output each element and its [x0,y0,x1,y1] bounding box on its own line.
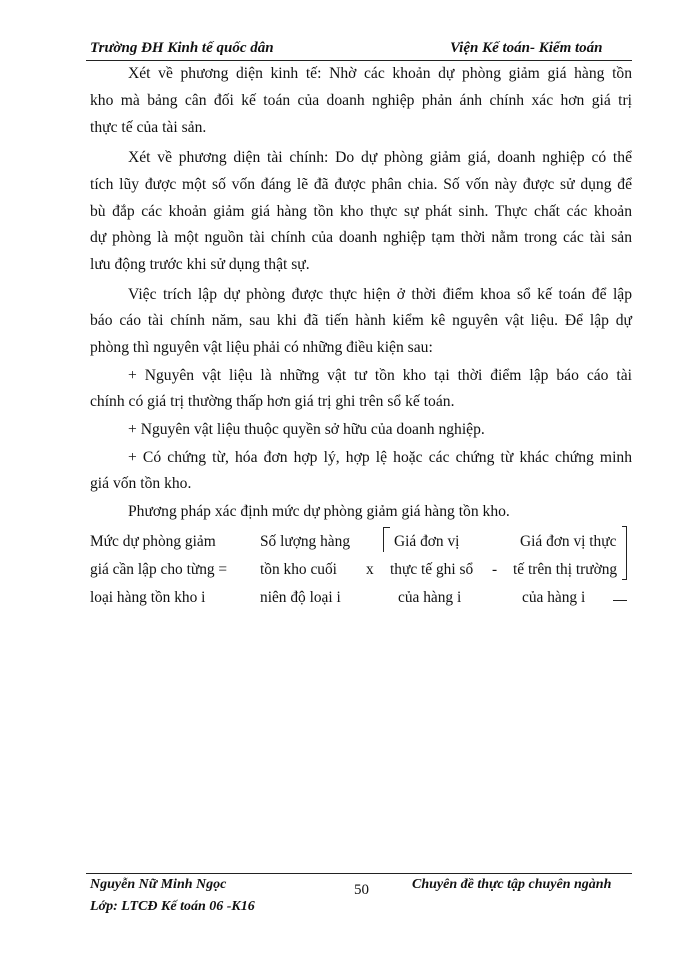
bullet-2: + Nguyên vật liệu thuộc quyền sở hữu của doanh nghiệp. [128,421,485,438]
footer-author: Nguyễn Nữ Minh Ngọc [90,877,227,892]
formula-col2-line-1: Số lượng hàng [260,533,351,550]
formula-times-sign: x [366,561,374,578]
p2-line-4: dự phòng là một nguồn tài chính của doanh nghiệp tạm thời nằm trong các tài sản [90,229,632,246]
bullet-1-line-2: chính có giá trị thường thấp hơn giá trị ghi trên sổ kế toán. [90,393,455,410]
formula-col2-line-2: tồn kho cuối [260,561,337,578]
p1-line-2: kho mà bảng cân đối kế toán của doanh nghiệp phản ánh chính xác hơn giá trị [90,92,632,109]
page-number: 50 [354,882,369,898]
footer-rule [86,873,632,874]
formula-col2-line-3: niên độ loại i [260,589,341,606]
bullet-3-line-1: + Có chứng từ, hóa đơn hợp lý, hợp lệ hoặc các chứng từ khác chứng minh [128,449,632,466]
formula-col4-line-1: Giá đơn vị thực [520,533,617,550]
p1-line-3: thực tế của tài sản. [90,119,207,136]
formula-dash-mark [613,600,627,601]
footer-class: Lớp: LTCĐ Kế toán 06 -K16 [90,899,255,914]
bullet-1-line-1: + Nguyên vật liệu là những vật tư tồn kho tại thời điểm lập báo cáo tài [128,367,632,384]
formula-col1-line-2: giá cần lập cho từng = [90,561,228,578]
formula-col3-line-2: thực tế ghi sổ [390,561,474,578]
formula-col1-line-3: loại hàng tồn kho i [90,589,206,606]
p2-line-2: tích lũy được một số vốn đáng lẽ đã được phân chia. Số vốn này được sử dụng để [90,176,632,193]
formula-col4-line-2: tế trên thị trường [513,561,618,578]
p3-line-1: Việc trích lập dự phòng được thực hiện ở thời điểm khoa sổ kế toán để lập [128,286,632,303]
formula-close-bracket [622,526,627,580]
p3-line-3: phòng thì nguyên vật liệu phải có những điều kiện sau: [90,339,433,356]
p1-line-1: Xét về phương diện kinh tế: Nhờ các khoản dự phòng giảm giá hàng tồn [128,65,632,82]
formula-col3-line-1: Giá đơn vị [394,533,460,550]
header-left: Trường ĐH Kinh tế quốc dân [90,40,274,56]
header-rule [86,60,632,61]
formula-minus-sign: - [492,561,498,578]
footer-title: Chuyên đề thực tập chuyên ngành [412,877,612,892]
p2-line-5: lưu động trước khi sử dụng thật sự. [90,256,310,273]
formula-open-bracket [383,527,390,552]
header-right: Viện Kế toán- Kiểm toán [450,40,603,56]
p2-line-3: bù đắp các khoản giảm giá hàng tồn kho thực sự phát sinh. Thực chất các khoản [90,203,632,220]
formula-col1-line-1: Mức dự phòng giảm [90,533,216,550]
p3-line-2: báo cáo tài chính năm, sau khi đã tiến hành kiểm kê nguyên vật liệu. Để lập dự [90,312,632,329]
p2-line-1: Xét về phương diện tài chính: Do dự phòng giảm giá, doanh nghiệp có thể [128,149,632,166]
formula-col4-line-3: của hàng i [522,589,586,606]
bullet-3-line-2: giá vốn tồn kho. [90,475,192,492]
formula-col3-line-3: của hàng i [398,589,462,606]
method-heading: Phương pháp xác định mức dự phòng giảm giá hàng tồn kho. [128,503,510,520]
